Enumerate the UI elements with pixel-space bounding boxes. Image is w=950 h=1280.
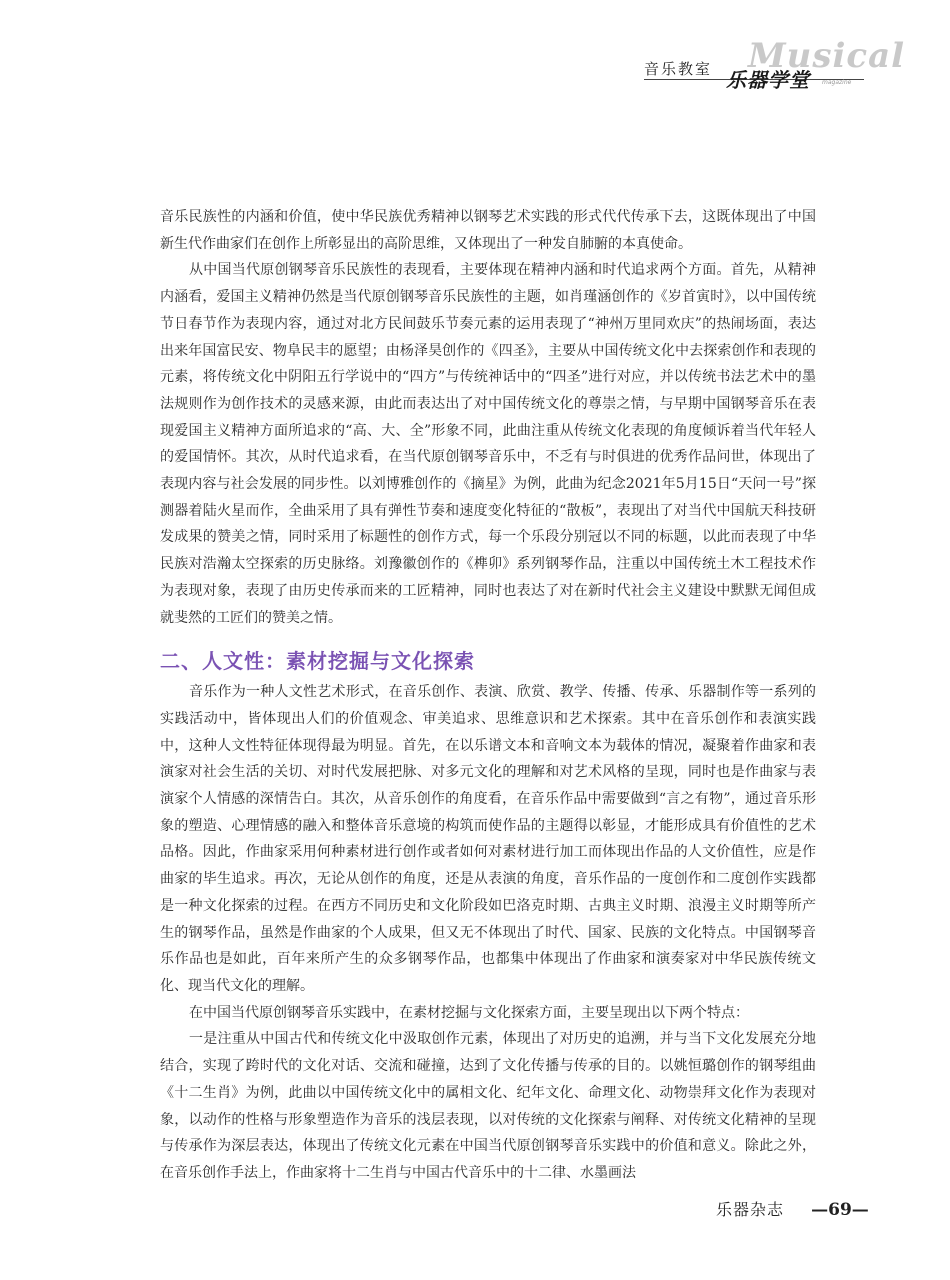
header-tiny-text: magazine — [822, 79, 852, 86]
section-heading: 二、人文性：素材挖掘与文化探索 — [160, 649, 475, 674]
header-section-name: 乐器学堂 — [726, 68, 810, 92]
paragraph-4: 在中国当代原创钢琴音乐实践中，在素材挖掘与文化探索方面，主要呈现出以下两个特点： — [189, 1004, 749, 1021]
article-body — [160, 204, 816, 1187]
paragraph-5: 一是注重从中国古代和传统文化中汲取创作元素，体现出了对历史的追溯，并与当下文化发展充分地结合，实现了跨时代的文化对话、交流和碰撞，达到了文化传播与传承的目的。以姚恒璐创作的钢琴组曲《十二生肖》为例，此曲以中国传统文化中的属相文化、纪年文化、命理文化、动物崇拜文化作为表现对象，以动作的性格与形象塑造作为音乐的浅层表现，以对传统的文化探索与阐释、对传统文化精神的呈现与传承作为深层表达，体现出了传统文化元素在中国当代原创钢琴音乐实践中的价值和意义。除此之外，在音乐创作手法上，作曲家将十二生肖与中国古代音乐中的十二律、水墨画法 — [160, 1031, 816, 1181]
paragraph-2: 从中国当代原创钢琴音乐民族性的表现看，主要体现在精神内涵和时代追求两个方面。首先，从精神内涵看，爱国主义精神仍然是当代原创钢琴音乐民族性的主题，如肖瑾涵创作的《岁首寅时》，以中国传统节日春节作为表现内容，通过对北方民间鼓乐节奏元素的运用表现了“神州万里同欢庆”的热闹场面，表达出来年国富民安、物阜民丰的愿望；由杨泽昊创作的《四圣》，主要从中国传统文化中去探索创作和表现的元素，将传统文化中阴阳五行学说中的“四方”与传统神话中的“四圣”进行对应，并以传统书法艺术中的墨法规则作为创作技术的灵感来源，由此而表达出了对中国传统文化的尊崇之情，与早期中国钢琴音乐在表现爱国主义精神方面所追求的“高、大、全”形象不同，此曲注重从传统文化表现的角度倾诉着当代年轻人的爱国情怀。其次，从时代追求看，在当代原创钢琴音乐中，不乏有与时俱进的优秀作品问世，体现出了表现内容与社会发展的同步性。以刘博雅创作的《摘星》为例，此曲为纪念2021年5月15日“天问一号”探测器着陆火星而作，全曲采用了具有弹性节奏和速度变化特征的“散板”，表现出了对当代中国航天科技研发成果的赞美之情，同时采用了标题性的创作方式，每一个乐段分别冠以不同的标题，以此而表现了中华民族对浩瀚太空探索的历史脉络。刘豫徽创作的《榫卯》系列钢琴作品，注重以中国传统土木工程技术作为表现对象，表现了由历史传承而来的工匠精神，同时也表达了对在新时代社会主义建设中默默无闻但成就斐然的工匠们的赞美之情。 — [160, 262, 816, 626]
page-number: —69— — [811, 1200, 869, 1220]
page-footer — [716, 1197, 869, 1220]
header-column-name: 音乐教室 — [644, 60, 713, 78]
header-script-logo: Musical — [748, 36, 906, 76]
footer-magazine-name: 乐器杂志 — [716, 1200, 785, 1219]
paragraph-1: 音乐民族性的内涵和价值，使中华民族优秀精神以钢琴艺术实践的形式代代传承下去，这既体现出了中国新生代作曲家们在创作上所彰显出的高阶思维，又体现出了一种发自肺腑的本真使命。 — [160, 209, 816, 252]
paragraph-3: 音乐作为一种人文性艺术形式，在音乐创作、表演、欣赏、教学、传播、传承、乐器制作等一系列的实践活动中，皆体现出人们的价值观念、审美追求、思维意识和艺术探索。其中在音乐创作和表演实践中，这种人文性特征体现得最为明显。首先，在以乐谱文本和音响文本为载体的情况，凝聚着作曲家和表演家对社会生活的关切、对时代发展把脉、对多元文化的理解和对艺术风格的呈现，同时也是作曲家与表演家个人情感的深情告白。其次，从音乐创作的角度看，在音乐作品中需要做到“言之有物”，通过音乐形象的塑造、心理情感的融入和整体音乐意境的构筑而使作品的主题得以彰显，才能形成具有价值性的艺术品格。因此，作曲家采用何种素材进行创作或者如何对素材进行加工而体现出作品的人文价值性，应是作曲家的毕生追求。再次，无论从创作的角度，还是从表演的角度，音乐作品的一度创作和二度创作实践都是一种文化探索的过程。在西方不同历史和文化阶段如巴洛克时期、古典主义时期、浪漫主义时期等所产生的钢琴作品，虽然是作曲家的个人成果，但又无不体现出了时代、国家、民族的文化特点。中国钢琴音乐作品也是如此，百年来所产生的众多钢琴作品，也都集中体现出了作曲家和演奏家对中华民族传统文化、现当代文化的理解。 — [160, 684, 816, 994]
page-header — [0, 0, 950, 110]
